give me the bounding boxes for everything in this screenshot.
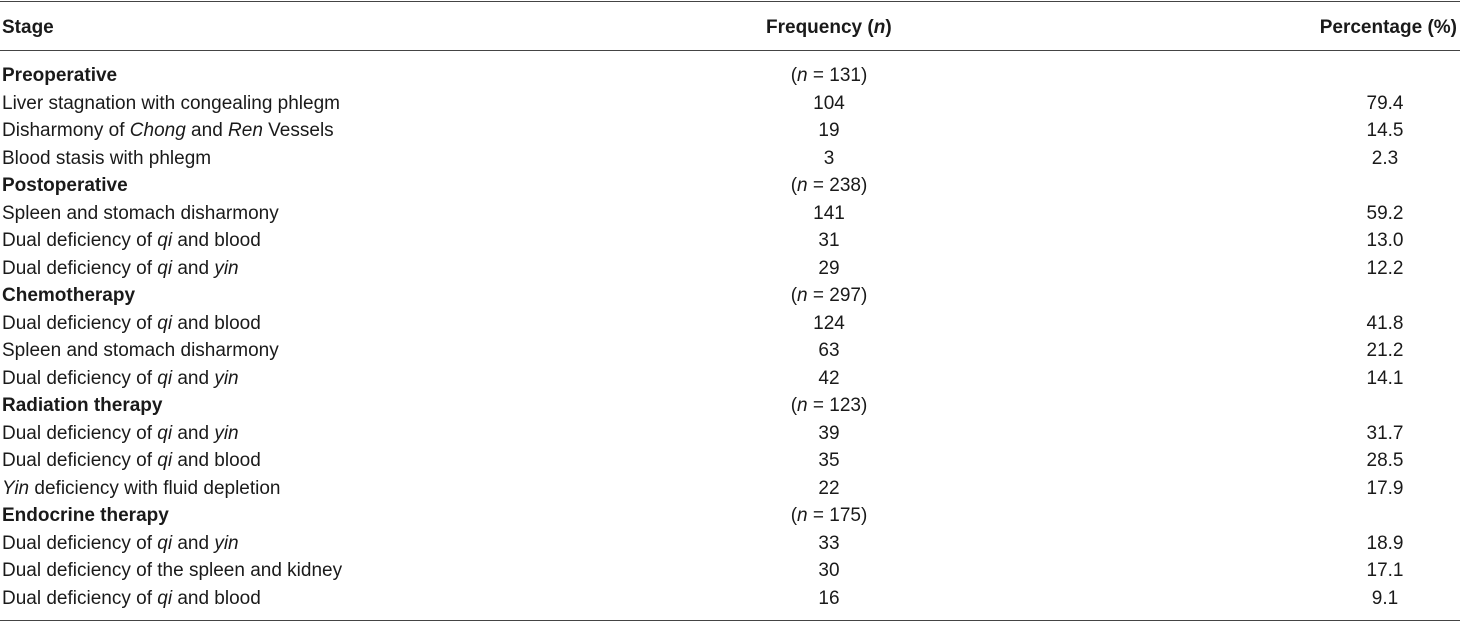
frequency-value: 124	[813, 312, 845, 334]
group-row	[0, 172, 1460, 200]
group-name: Chemotherapy	[2, 285, 136, 306]
table-row	[0, 117, 1460, 145]
table-row	[0, 585, 1460, 613]
percentage-value: 17.1	[1366, 560, 1404, 581]
table-row	[0, 475, 1460, 503]
percentage-value: 14.1	[1366, 367, 1404, 389]
syndrome-label: Dual deficiency of qi and blood	[2, 230, 261, 251]
syndrome-label: Dual deficiency of qi and blood	[2, 312, 261, 334]
group-name: Radiation therapy	[2, 395, 163, 416]
table-row	[0, 557, 1460, 585]
percentage-value: 9.1	[1371, 587, 1399, 609]
table-row	[0, 337, 1460, 365]
syndrome-label: Dual deficiency of qi and blood	[2, 450, 261, 471]
frequency-value: 31	[818, 230, 840, 251]
percentage-value: 2.3	[1371, 147, 1399, 169]
percentage-value: 14.5	[1366, 120, 1404, 141]
group-row	[0, 392, 1460, 420]
group-sample-size: (n = 297)	[790, 285, 868, 306]
percentage-value: 59.2	[1366, 202, 1404, 224]
group-sample-size: (n = 131)	[790, 65, 868, 86]
frequency-value: 19	[818, 120, 840, 141]
syndrome-label: Spleen and stomach disharmony	[2, 340, 279, 361]
bottom-rule	[0, 620, 1460, 621]
percentage-value: 79.4	[1366, 92, 1404, 114]
frequency-value: 141	[813, 202, 845, 224]
syndrome-label: Dual deficiency of the spleen and kidney	[2, 560, 343, 581]
frequency-value: 3	[823, 147, 835, 169]
syndrome-label: Dual deficiency of qi and yin	[2, 257, 239, 279]
group-name: Preoperative	[2, 65, 118, 86]
frequency-value: 16	[818, 587, 840, 609]
frequency-value: 63	[818, 340, 840, 361]
table-row	[0, 145, 1460, 173]
table-row	[0, 227, 1460, 255]
frequency-value: 35	[818, 450, 840, 471]
percentage-value: 18.9	[1366, 532, 1404, 554]
table-row	[0, 530, 1460, 558]
table-row	[0, 90, 1460, 118]
table-row	[0, 447, 1460, 475]
frequency-value: 29	[818, 257, 840, 279]
frequency-value: 42	[818, 367, 840, 389]
table-row	[0, 200, 1460, 228]
syndrome-label: Blood stasis with phlegm	[2, 147, 212, 169]
percentage-value: 21.2	[1366, 340, 1404, 361]
table-body	[0, 62, 1460, 612]
group-name: Postoperative	[2, 175, 128, 196]
frequency-value: 39	[818, 422, 840, 444]
header-percentage: Percentage (%)	[1319, 17, 1457, 38]
syndrome-label: Dual deficiency of qi and yin	[2, 532, 239, 554]
group-row	[0, 502, 1460, 530]
syndrome-label: Disharmony of Chong and Ren Vessels	[2, 120, 334, 141]
table-row	[0, 420, 1460, 448]
frequency-value: 33	[818, 532, 840, 554]
header-rule	[0, 50, 1460, 51]
header-frequency: Frequency (n)	[766, 17, 892, 38]
syndrome-label: Spleen and stomach disharmony	[2, 202, 279, 224]
group-row	[0, 282, 1460, 310]
group-sample-size: (n = 238)	[790, 175, 868, 196]
percentage-value: 28.5	[1366, 450, 1404, 471]
table-row	[0, 365, 1460, 393]
frequency-value: 30	[818, 560, 840, 581]
header-stage: Stage	[2, 17, 54, 38]
group-name: Endocrine therapy	[2, 505, 169, 526]
syndrome-label: Dual deficiency of qi and yin	[2, 422, 239, 444]
percentage-value: 31.7	[1366, 422, 1404, 444]
group-row	[0, 62, 1460, 90]
percentage-value: 12.2	[1366, 257, 1404, 279]
syndrome-label: Liver stagnation with congealing phlegm	[2, 92, 340, 114]
syndrome-label: Dual deficiency of qi and yin	[2, 367, 239, 389]
percentage-value: 17.9	[1366, 477, 1404, 499]
table-row	[0, 310, 1460, 338]
table-header	[0, 2, 1460, 50]
percentage-value: 13.0	[1366, 230, 1404, 251]
syndrome-label: Dual deficiency of qi and blood	[2, 587, 261, 609]
table-row	[0, 255, 1460, 283]
syndrome-label: Yin deficiency with fluid depletion	[2, 477, 281, 499]
percentage-value: 41.8	[1366, 312, 1404, 334]
group-sample-size: (n = 175)	[790, 505, 868, 526]
frequency-value: 104	[813, 92, 845, 114]
frequency-value: 22	[818, 477, 840, 499]
group-sample-size: (n = 123)	[790, 395, 868, 416]
